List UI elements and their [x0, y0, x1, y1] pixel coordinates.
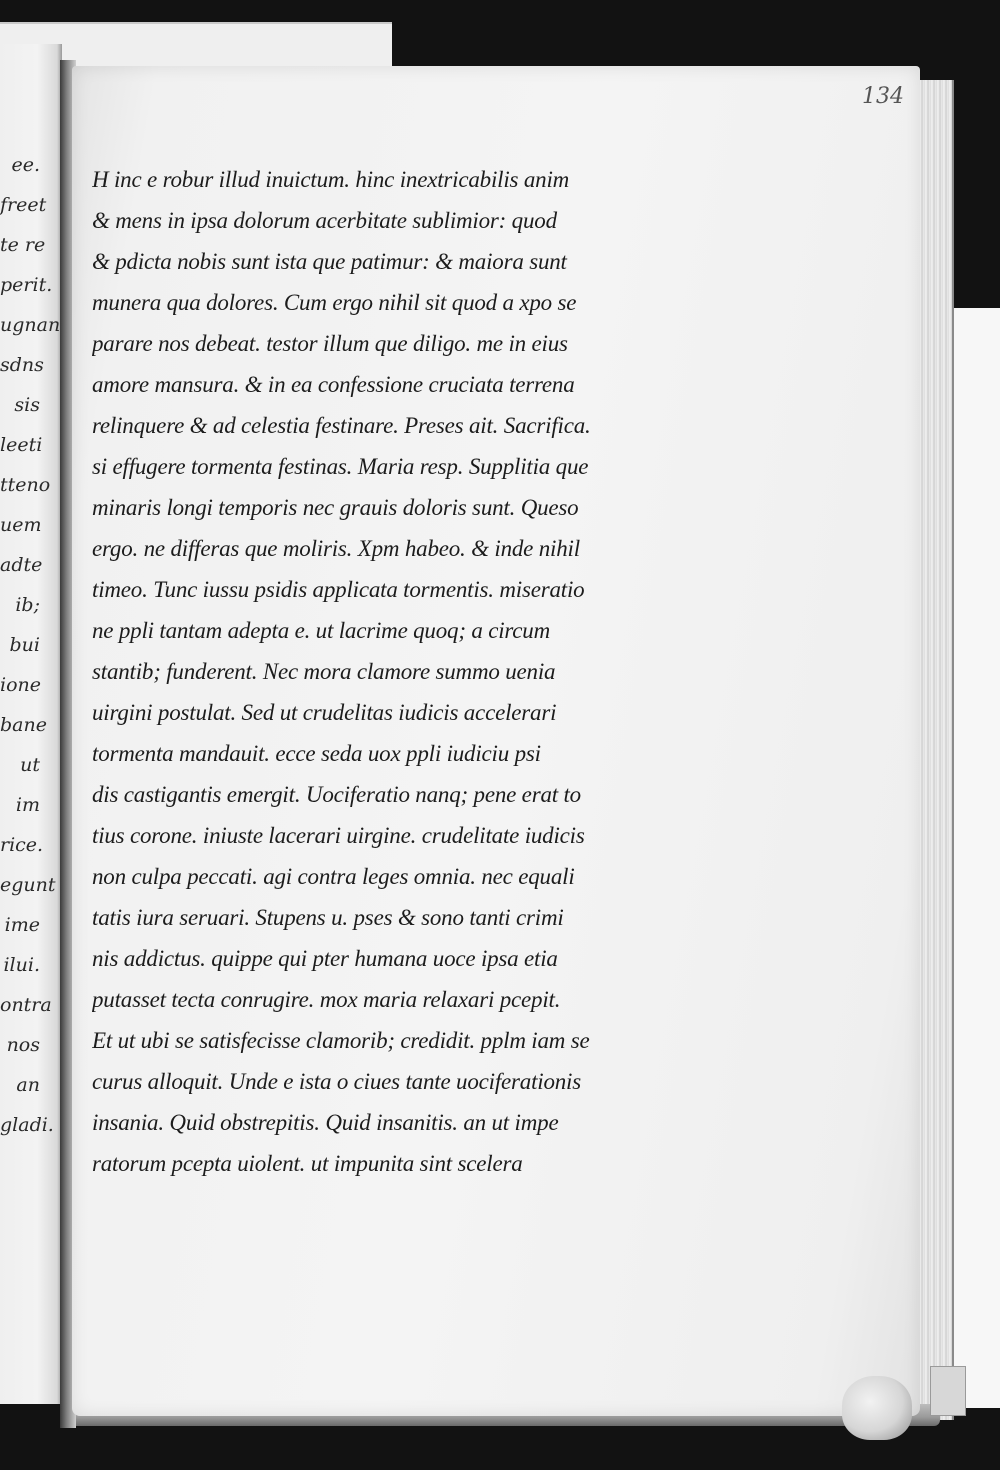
left-page-fragment: adte	[0, 554, 43, 576]
left-page-fragment: ut	[20, 754, 40, 776]
left-page-fragment: leeti	[0, 434, 43, 456]
text-line: amore mansura. & in ea confessione cruciata terrena	[92, 372, 575, 397]
text-line: & mens in ipsa dolorum acerbitate sublimior: quod	[92, 208, 557, 233]
left-page-fragment: an	[16, 1074, 40, 1096]
left-page-fragment: ugnan	[0, 314, 61, 336]
text-line: ergo. ne differas que moliris. Xpm habeo. & inde nihil	[92, 536, 580, 561]
left-page-fragment: perit.	[0, 274, 53, 296]
text-line: tius corone. iniuste lacerari uirgine. crudelitate iudicis	[92, 823, 585, 848]
left-page-fragment: sdns	[0, 354, 44, 376]
left-page-fragment: egunt	[0, 874, 56, 896]
left-page-fragment: sis	[14, 394, 40, 416]
text-line: ne ppli tantam adepta e. ut lacrime quoq; a circum	[92, 618, 551, 643]
left-page-fragment: rice.	[0, 834, 44, 856]
text-line: uirgini postulat. Sed ut crudelitas iudicis accelerari	[92, 700, 557, 725]
text-line: insania. Quid obstrepitis. Quid insanitis. an ut impe	[92, 1110, 559, 1135]
text-line: stantib; funderent. Nec mora clamore summo uenia	[92, 659, 556, 684]
left-page-fragment: tteno	[0, 474, 51, 496]
text-line: relinquere & ad celestia festinare. Preses ait. Sacrifica.	[92, 413, 591, 438]
left-page-fragment: bui	[9, 634, 40, 656]
text-line: nis addictus. quippe qui pter humana uoce ipsa etia	[92, 946, 558, 971]
left-page	[0, 44, 62, 1404]
text-line: parare nos debeat. testor illum que diligo. me in eius	[92, 331, 568, 356]
text-line: putasset tecta conrugire. mox maria relaxari pcepit.	[92, 987, 561, 1012]
text-line: dis castigantis emergit. Uociferatio nanq; pene erat to	[92, 782, 581, 807]
left-page-fragment: ib;	[15, 594, 40, 616]
text-line: munera qua dolores. Cum ergo nihil sit quod a xpo se	[92, 290, 577, 315]
white-card-behind	[948, 308, 1000, 1408]
left-page-fragment: gladi.	[0, 1114, 54, 1136]
text-line: Et ut ubi se satisfecisse clamorib; credidit. pplm iam se	[92, 1028, 590, 1053]
left-page-fragment: te re	[0, 234, 46, 256]
text-line: ratorum pcepta uiolent. ut impunita sint scelera	[92, 1151, 523, 1176]
left-page-fragment: ontra	[0, 994, 52, 1016]
holding-thumb	[842, 1376, 912, 1440]
text-line: & pdicta nobis sunt ista que patimur: & maiora sunt	[92, 249, 567, 274]
left-page-fragment: nos	[6, 1034, 40, 1056]
text-line: curus alloquit. Unde e ista o ciues tante uociferationis	[92, 1069, 581, 1094]
text-line: si effugere tormenta festinas. Maria resp. Supplitia que	[92, 454, 589, 479]
left-page-fragment: ime	[4, 914, 40, 936]
text-line: tormenta mandauit. ecce seda uox ppli iudiciu psi	[92, 741, 541, 766]
text-line: tatis iura seruari. Stupens u. pses & sono tanti crimi	[92, 905, 564, 930]
left-page-fragment: ilui.	[3, 954, 40, 976]
left-page-fragment: ione	[0, 674, 41, 696]
shelf-label	[930, 1366, 966, 1416]
left-page-fragment: im	[15, 794, 40, 816]
text-line: minaris longi temporis nec grauis doloris sunt. Queso	[92, 495, 579, 520]
text-line: timeo. Tunc iussu psidis applicata tormentis. miseratio	[92, 577, 585, 602]
left-page-fragment: bane	[0, 714, 47, 736]
text-line: H inc e robur illud inuictum. hinc inextricabilis anim	[92, 167, 570, 192]
left-page-fragment: ee.	[11, 154, 40, 176]
left-page-fragment: uem	[0, 514, 42, 536]
folio-number: 134	[862, 84, 904, 109]
text-line: non culpa peccati. agi contra leges omnia. nec equali	[92, 864, 575, 889]
left-page-fragment: freet	[0, 194, 47, 216]
